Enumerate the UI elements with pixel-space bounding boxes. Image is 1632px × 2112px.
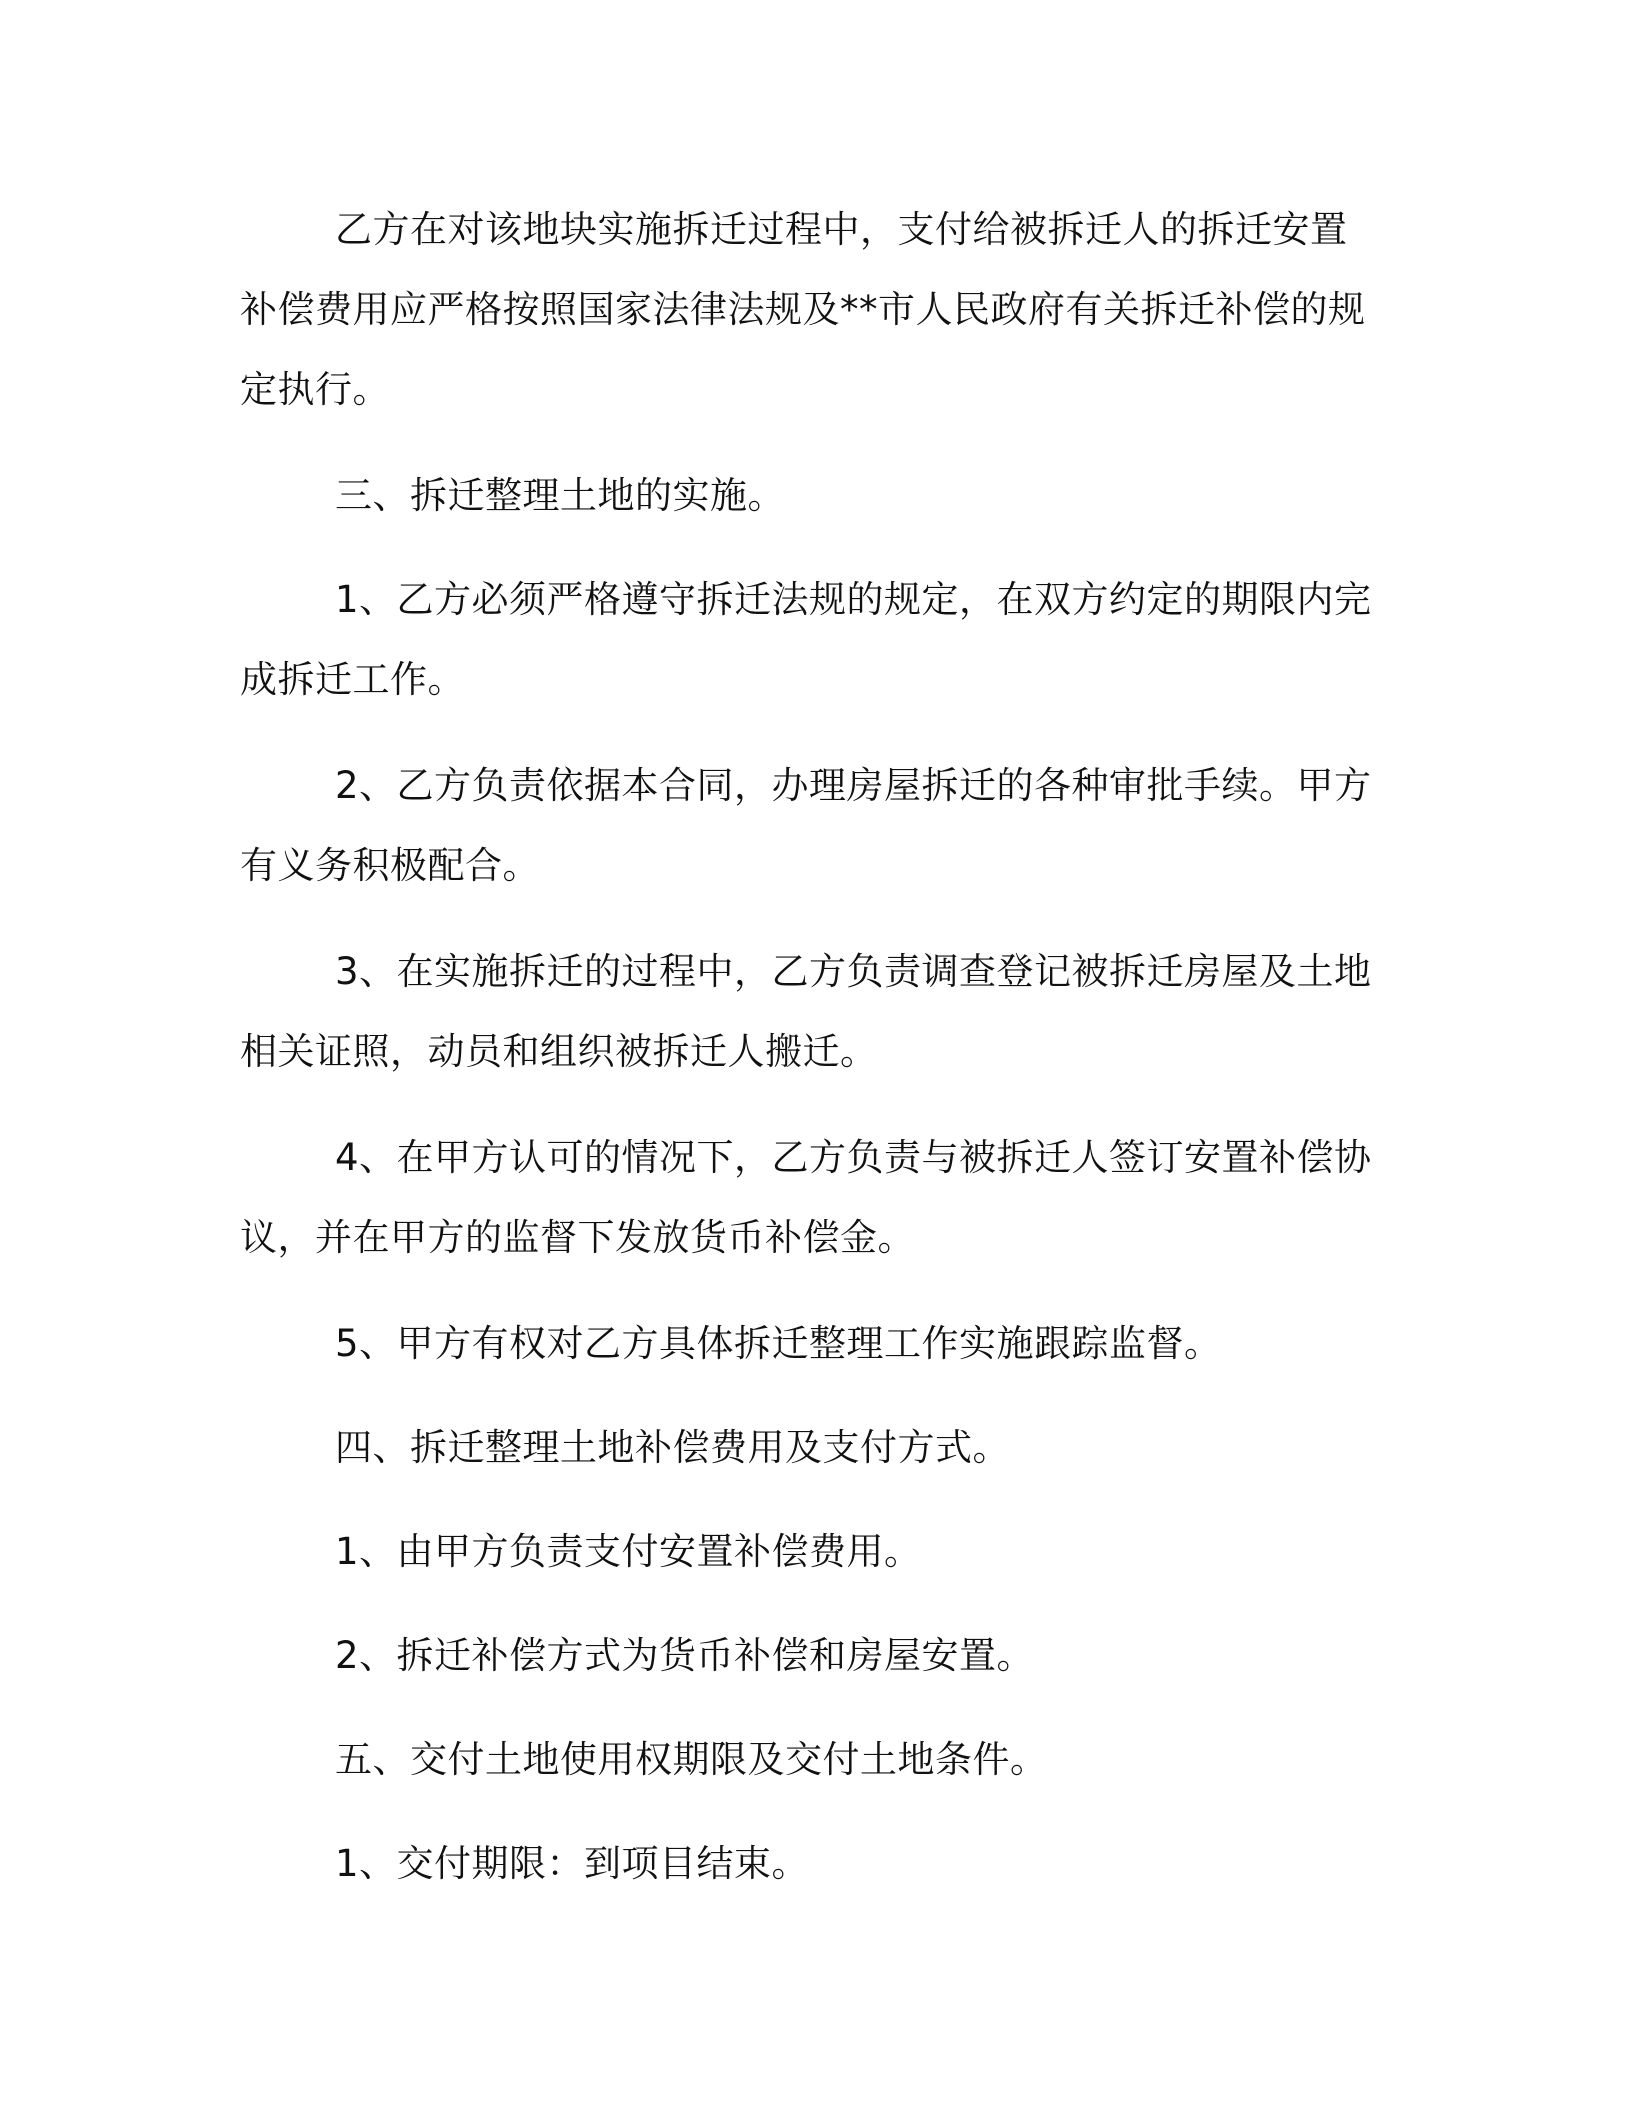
section-heading-5: 五、交付土地使用权期限及交付土地条件。 — [335, 1738, 1048, 1781]
document-body — [240, 190, 1380, 1928]
paragraph-4-2: 2、拆迁补偿方式为货币补偿和房屋安置。 — [335, 1634, 1035, 1677]
paragraph-5-1: 1、交付期限：到项目结束。 — [335, 1842, 810, 1885]
paragraph-compensation-rules: 乙方在对该地块实施拆迁过程中，支付给被拆迁人的拆迁安置补偿费用应严格按照国家法律法规及**市人民政府有关拆迁补偿的规定执行。 — [240, 208, 1366, 411]
paragraph-3-2: 2、乙方负责依据本合同，办理房屋拆迁的各种审批手续。甲方有义务积极配合。 — [240, 764, 1372, 887]
section-heading-4: 四、拆迁整理土地补偿费用及支付方式。 — [335, 1426, 1010, 1469]
paragraph-3-3: 3、在实施拆迁的过程中，乙方负责调查登记被拆迁房屋及土地相关证照，动员和组织被拆迁人搬迁。 — [240, 950, 1372, 1073]
paragraph-3-5: 5、甲方有权对乙方具体拆迁整理工作实施跟踪监督。 — [335, 1322, 1222, 1365]
paragraph-3-4: 4、在甲方认可的情况下，乙方负责与被拆迁人签订安置补偿协议，并在甲方的监督下发放货币补偿金。 — [240, 1136, 1372, 1259]
paragraph-3-1: 1、乙方必须严格遵守拆迁法规的规定，在双方约定的期限内完成拆迁工作。 — [240, 578, 1372, 701]
section-heading-3: 三、拆迁整理土地的实施。 — [335, 474, 785, 517]
paragraph-4-1: 1、由甲方负责支付安置补偿费用。 — [335, 1530, 922, 1573]
